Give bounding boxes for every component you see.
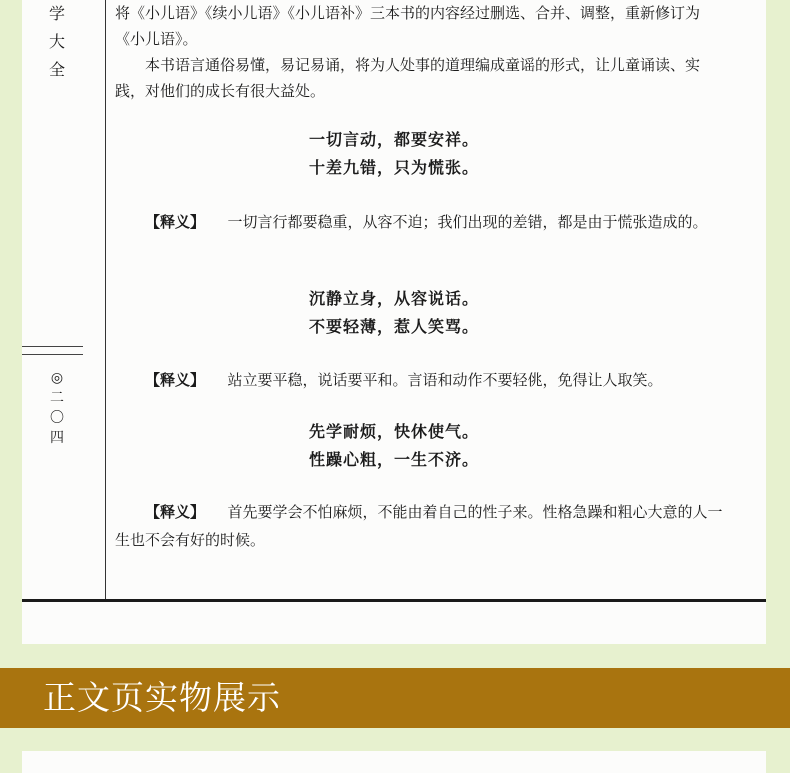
margin-rule-bottom: [22, 354, 83, 355]
explanation-1: [115, 208, 735, 236]
verse-line: 性躁心粗，一生不济。: [308, 450, 479, 469]
intro-text: [115, 0, 715, 104]
verse-line: 十差九错，只为慌张。: [308, 158, 479, 177]
intro-paragraph: 本书语言通俗易懂，易记易诵，将为人处事的道理编成童谣的形式，让儿童诵读、实践，对他们的成长有很大益处。: [115, 56, 701, 100]
verse-line: 不要轻薄，惹人笑骂。: [308, 317, 479, 336]
page-bottom-rule: [22, 599, 766, 602]
verse-line: 先学耐烦，快休使气。: [308, 422, 479, 441]
verse-3: [22, 418, 766, 474]
explanation-text: 首先要学会不怕麻烦，不能由着自己的性子来。性格急躁和粗心大意的人一生也不会有好的时候。: [115, 503, 723, 549]
verse-line: 一切言动，都要安祥。: [308, 130, 479, 149]
explanation-text: 一切言行都要稳重，从容不迫；我们出现的差错，都是由于慌张造成的。: [227, 213, 708, 231]
explanation-tag: 【释义】: [145, 213, 206, 231]
verse-2: [22, 285, 766, 341]
banner-title: 正文页实物展示: [43, 678, 281, 717]
section-banner: [0, 668, 790, 728]
intro-line: 将《小儿语》《续小儿语》《小儿语补》三本书的内容经过删选、合并、调整，重新修订为《小儿语》。: [115, 4, 701, 48]
explanation-3: [115, 498, 735, 554]
running-title: 学大全: [48, 4, 65, 79]
verse-line: 沉静立身，从容说话。: [308, 289, 479, 308]
explanation-tag: 【释义】: [145, 371, 206, 389]
verse-1: [22, 126, 766, 182]
margin-rule-top: [22, 346, 83, 347]
explanation-text: 站立要平稳，说话要平和。言语和动作不要轻佻，免得让人取笑。: [227, 371, 663, 389]
next-page-preview: [22, 751, 766, 773]
page-number: ◎二〇四: [50, 370, 64, 446]
book-page: [22, 0, 766, 644]
explanation-tag: 【释义】: [145, 503, 206, 521]
explanation-2: [115, 366, 735, 394]
